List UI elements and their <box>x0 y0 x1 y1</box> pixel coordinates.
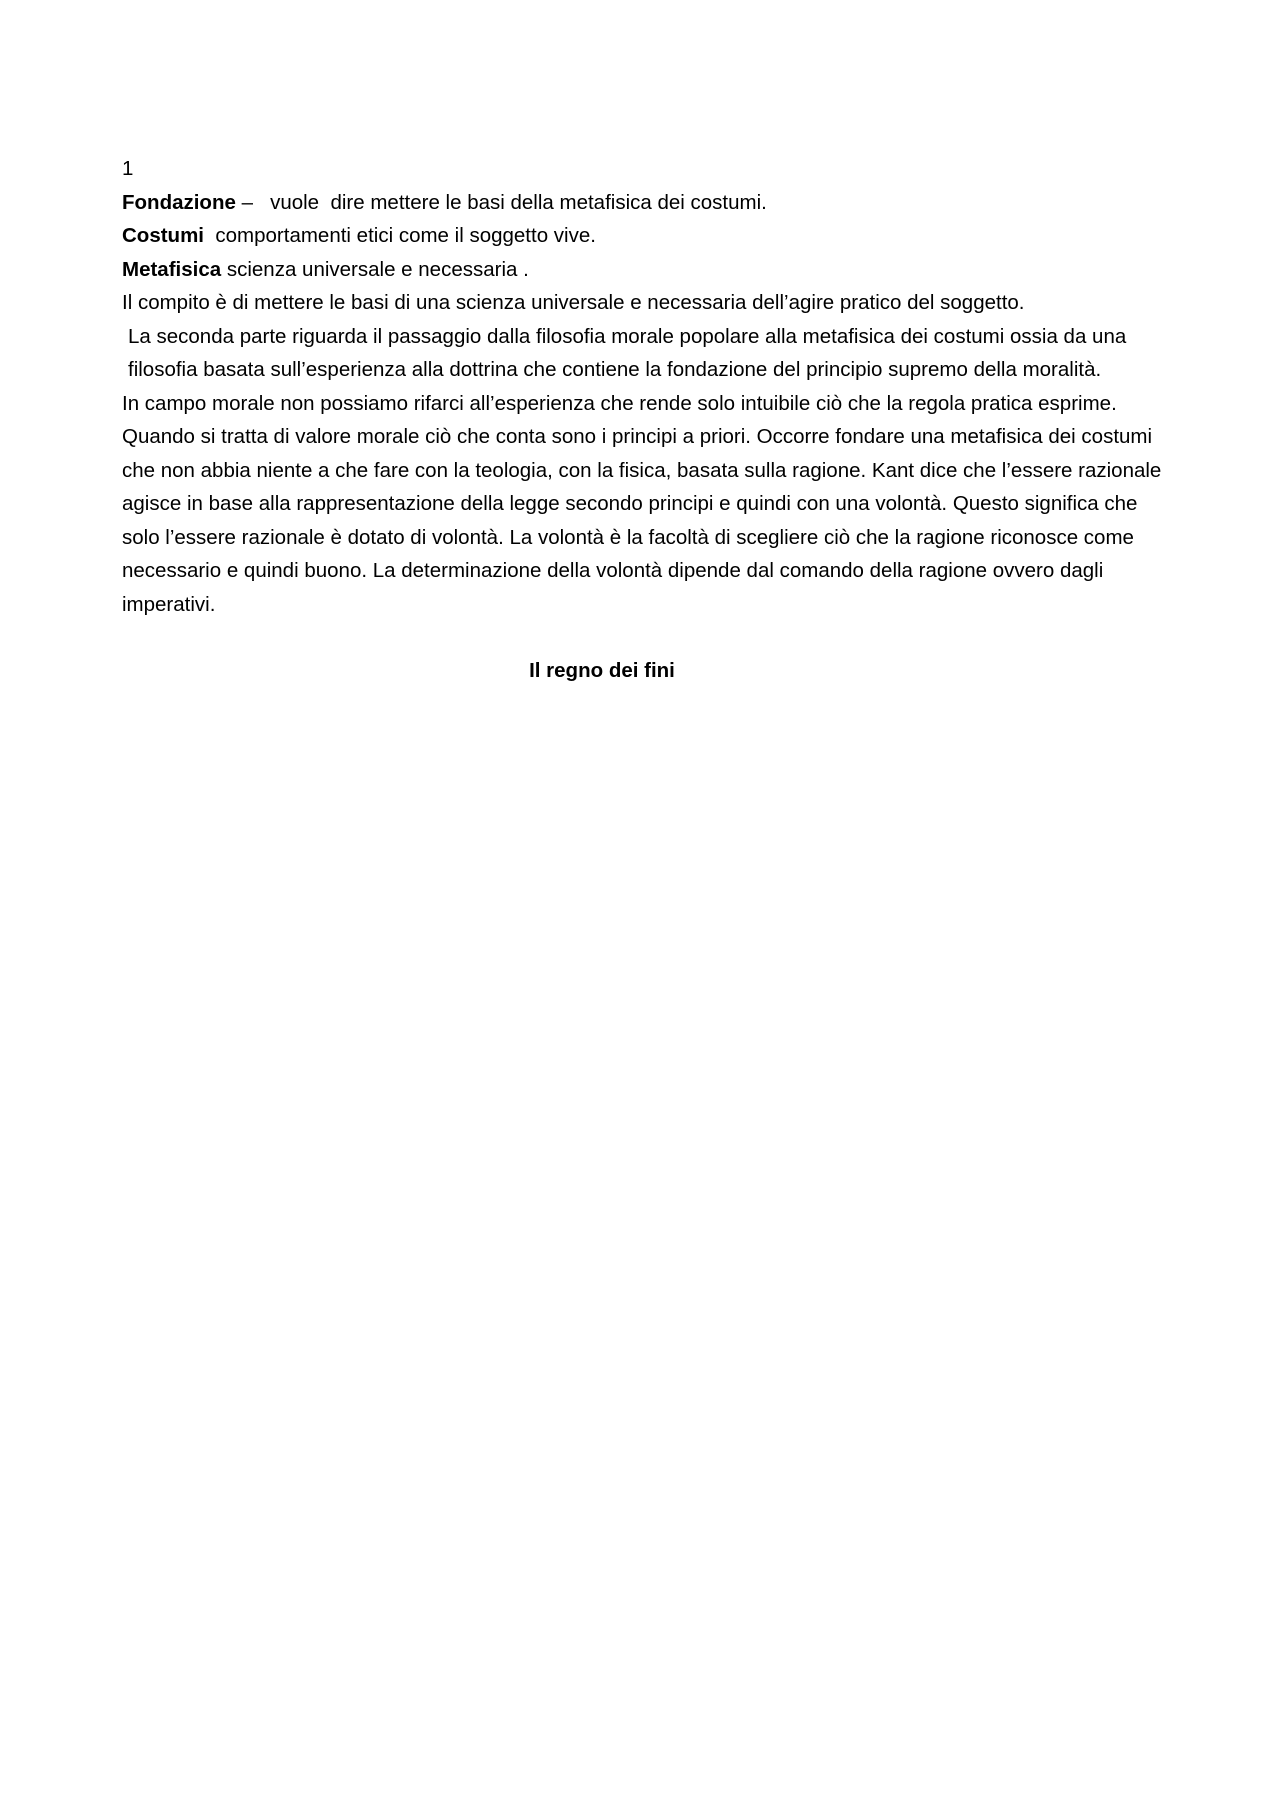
document-body <box>122 152 1162 688</box>
definition-term: Metafisica <box>122 257 222 281</box>
page-number: 1 <box>122 157 134 180</box>
definition-metafisica <box>122 253 1162 287</box>
definition-text: comportamenti etici come il soggetto vive. <box>204 224 596 247</box>
definition-text: scienza universale e necessaria . <box>221 257 529 281</box>
definition-term: Costumi <box>122 224 204 247</box>
paragraph-campo-morale: In campo morale non possiamo rifarci all’esperienza che rende solo intuibile ciò che la regola pratica esprime. Quando si tratta di valore morale ciò che conta sono i principi a priori. Occorre fondare una metafisica dei costumi che non abbia niente a che fare con la teologia, con la fisica, basata sulla ragione. Kant dice che l’essere razionale agisce in base alla rappresentazione della legge secondo principi e quindi con una volontà. Questo significa che solo l’essere razionale è dotato di volontà. La volontà è la facoltà di scegliere ciò che la ragione riconosce come necessario e quindi buono. La determinazione della volontà dipende dal comando della ragione ovvero dagli imperativi. <box>122 391 1162 616</box>
definition-term: Fondazione <box>122 190 236 214</box>
paragraph-seconda-parte: La seconda parte riguarda il passaggio dalla filosofia morale popolare alla metafisica dei costumi ossia da una filosofia basata sull’esperienza alla dottrina che contiene la fondazione del principio supremo della moralità. <box>128 324 1127 381</box>
section-heading: Il regno dei fini <box>529 659 675 682</box>
definition-fondazione <box>122 186 1162 220</box>
paragraph-compito: Il compito è di mettere le basi di una scienza universale e necessaria dell’agire pratico del soggetto. <box>122 291 1025 314</box>
definition-text: – vuole dire mettere le basi della metafisica dei costumi. <box>235 190 767 214</box>
definition-costumi <box>122 219 1162 253</box>
